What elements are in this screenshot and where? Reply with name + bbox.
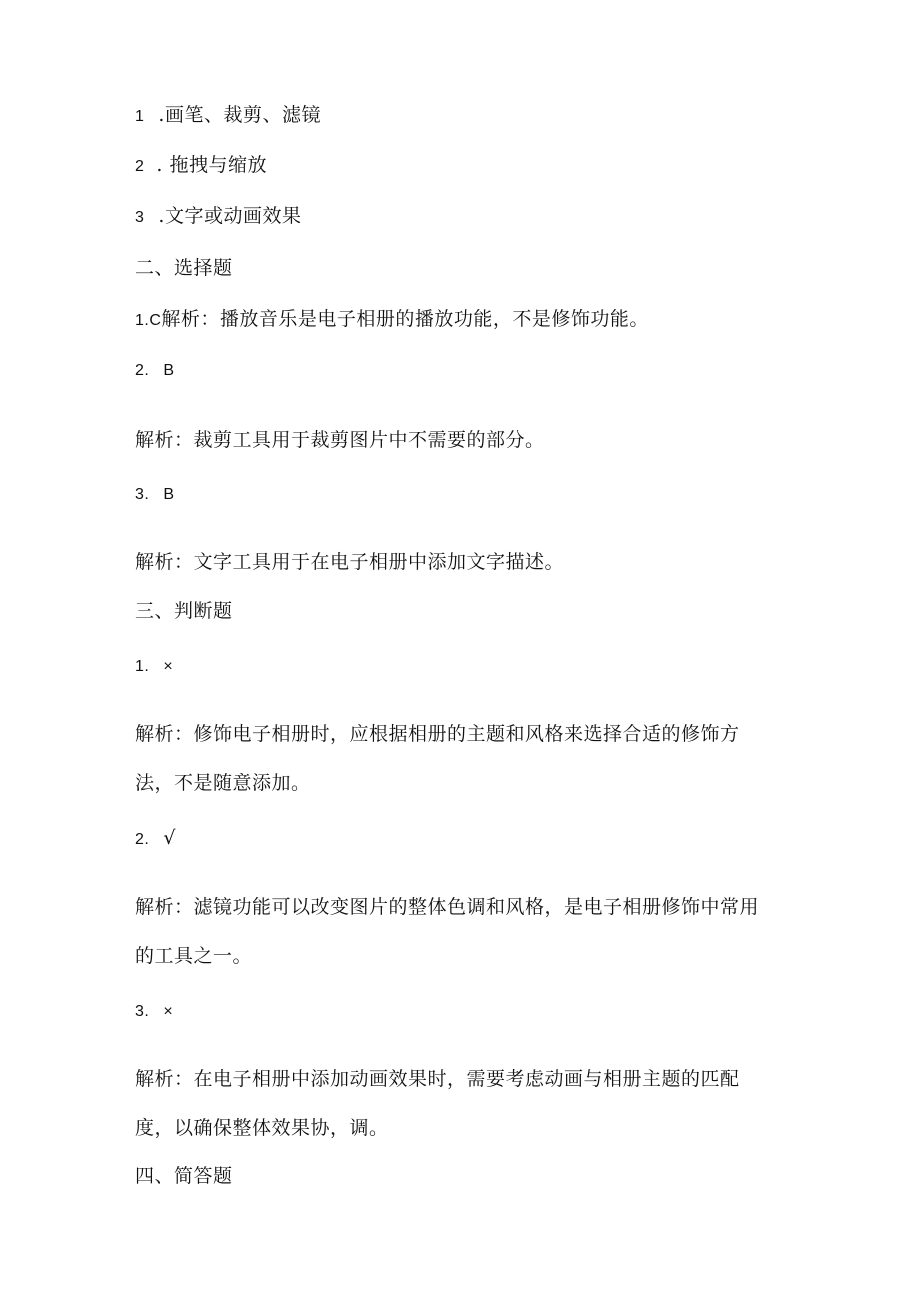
choice-answer-1 [135,307,649,333]
item-text: 解析：播放音乐是电子相册的播放功能，不是修饰功能。 [161,308,649,330]
section-heading-short: 四、简答题 [135,1165,233,1187]
section-heading-choice: 二、选择题 [135,257,233,279]
item-number: 3 [135,209,145,226]
answer-mark: √ [163,827,176,849]
item-number: 2. [135,831,150,848]
answer-letter: B [163,362,175,379]
section-heading-judge: 三、判断题 [135,600,233,622]
item-text: .文字或动画效果 [158,205,302,227]
item-number: 1 [135,108,145,125]
judge-analysis-2-line2: 的工具之一。 [135,945,253,967]
judge-analysis-3-line2: 度，以确保整体效果协，调。 [135,1117,389,1139]
answer-letter: B [163,486,175,503]
answer-mark: × [163,658,174,675]
judge-analysis-3-line1: 解析：在电子相册中添加动画效果时，需要考虑动画与相册主题的匹配 [135,1068,740,1090]
item-number: 3. [135,486,150,503]
choice-analysis-2: 解析：裁剪工具用于裁剪图片中不需要的部分。 [135,429,545,451]
blank-answer-1 [135,103,321,129]
item-number: 2 [135,158,145,175]
item-number: 3. [135,1003,150,1020]
blank-answer-3 [135,204,301,230]
item-number: 2. [135,362,150,379]
item-text: .画笔、裁剪、滤镜 [158,104,321,126]
item-text: . 拖拽与缩放 [156,154,267,176]
choice-answer-2 [135,357,175,383]
blank-answer-2 [135,153,267,179]
choice-analysis-3: 解析：文字工具用于在电子相册中添加文字描述。 [135,551,565,573]
judge-answer-2 [135,826,176,852]
answer-mark: × [163,1003,174,1020]
judge-answer-3 [135,998,173,1024]
judge-analysis-2-line1: 解析：滤镜功能可以改变图片的整体色调和风格，是电子相册修饰中常用 [135,896,760,918]
item-number: 1.C [135,312,162,329]
choice-answer-3 [135,481,175,507]
item-number: 1. [135,658,150,675]
judge-analysis-1-line2: 法，不是随意添加。 [135,772,311,794]
judge-answer-1 [135,653,173,679]
judge-analysis-1-line1: 解析：修饰电子相册时，应根据相册的主题和风格来选择合适的修饰方 [135,723,740,745]
